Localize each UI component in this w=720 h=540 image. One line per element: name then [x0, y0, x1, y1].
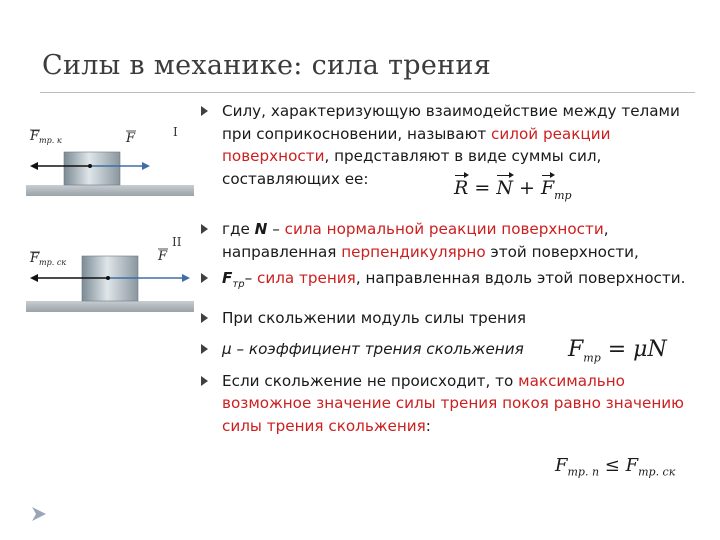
vector-f: F — [540, 177, 555, 199]
center-point — [88, 164, 92, 168]
formula-f1-sub: тр. п — [567, 465, 600, 479]
fig2-left-force-label: F — [30, 251, 40, 266]
bullet-static-friction — [198, 370, 708, 438]
svg-text:Fтр. к — [29, 129, 62, 145]
bullet-text: – — [267, 220, 285, 238]
symbol-n: N — [254, 220, 268, 238]
bullet-text: μ – коэффициент трения скольжения — [222, 340, 524, 359]
symbol-f-sub: тр — [232, 279, 245, 291]
slide-title: Силы в механике: сила трения — [42, 50, 492, 81]
formula-rhs: = μN — [600, 337, 667, 362]
fig2-roman-label: II — [172, 235, 182, 249]
resultant-formula — [454, 177, 572, 202]
formula-eq: = — [468, 177, 497, 199]
floor-surface — [26, 185, 194, 196]
bullet-text: Силу, характеризующую взаимодействие между телами при соприкосновении, называют — [222, 102, 680, 143]
vector-f-sub: тр — [554, 188, 572, 202]
svg-text:Fтр. ск — [29, 251, 66, 267]
bullet-highlight: сила трения — [256, 269, 356, 287]
formula-le: ≤ — [599, 455, 626, 476]
fig1-left-force-sub: тр. к — [39, 136, 62, 145]
bullet-highlight: сила нормальной реакции поверхности — [284, 220, 604, 238]
bullet-highlight: максимально возможное значение силы трения покоя равно значению силы трения скольжения — [222, 371, 684, 435]
bullet-sliding-modulus — [198, 307, 708, 330]
fig2-right-force-label: F — [158, 249, 168, 264]
formula-f2-sub: тр. ск — [638, 465, 676, 479]
friction-arrow-head — [30, 274, 38, 282]
formula-f: F — [568, 337, 584, 362]
vector-n: N — [496, 177, 513, 199]
bullet-normal-reaction — [198, 218, 708, 263]
center-point — [106, 276, 110, 280]
vector-r: R — [454, 177, 469, 199]
triangle-bullet-icon — [201, 273, 208, 283]
friction-diagram-2 — [26, 232, 196, 324]
block — [64, 152, 120, 185]
bullet-text: – — [244, 269, 257, 287]
slide-nav-icon[interactable] — [30, 505, 48, 523]
floor-surface — [26, 301, 194, 312]
bullet-text: Если скольжение не происходит, то — [222, 371, 519, 390]
title-divider — [40, 92, 695, 93]
friction-figure-2 — [26, 232, 196, 324]
bullet-highlight: перпендикулярно — [341, 242, 486, 261]
bullet-text: где — [222, 220, 255, 238]
force-arrow-head — [142, 162, 150, 170]
force-arrow-head — [182, 274, 190, 282]
friction-mu-formula — [568, 337, 667, 364]
fig1-left-force-label: F — [30, 129, 40, 144]
bullet-text: : — [425, 416, 431, 435]
formula-f-sub: тр — [583, 351, 601, 365]
triangle-bullet-icon — [201, 344, 208, 354]
bullet-text: , представляют в виде суммы сил, составляющих ее: — [222, 147, 602, 188]
friction-arrow-head — [30, 162, 38, 170]
triangle-bullet-icon — [201, 313, 208, 323]
fig1-right-force-label: F — [126, 131, 136, 146]
formula-f1: F — [555, 455, 568, 476]
static-friction-inequality — [555, 455, 675, 479]
bullet-text: , направленная — [222, 220, 609, 261]
formula-f2: F — [625, 455, 639, 476]
bullet-text: При скольжении модуль силы трения — [222, 308, 526, 327]
friction-figure-1 — [26, 112, 196, 204]
bullet-text: , направленная вдоль этой поверхности. — [355, 269, 686, 287]
triangle-bullet-icon — [201, 106, 208, 116]
symbol-f: F — [222, 269, 233, 287]
bullet-highlight: силой реакции поверхности — [222, 124, 611, 165]
formula-plus: + — [512, 177, 541, 199]
fig1-roman-label: I — [173, 125, 178, 139]
triangle-bullet-icon — [201, 224, 208, 234]
bullet-surface-reaction — [198, 100, 708, 190]
friction-diagram-1 — [26, 112, 196, 204]
triangle-bullet-icon — [201, 376, 208, 386]
bullet-list — [198, 100, 708, 437]
bullet-friction-force — [198, 267, 708, 297]
fig2-left-force-sub: тр. ск — [39, 258, 67, 267]
bullet-text: этой поверхности, — [485, 242, 639, 261]
